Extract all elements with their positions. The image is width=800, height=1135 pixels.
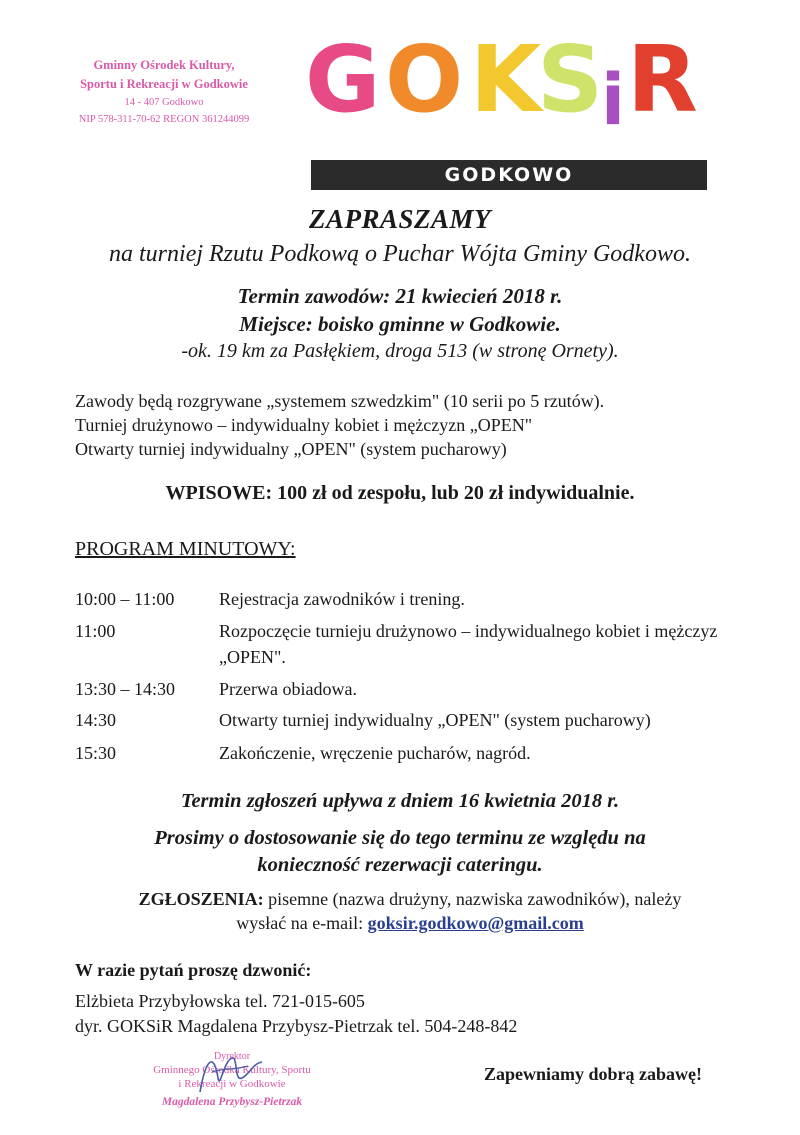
schedule-text: Przerwa obiadowa.	[219, 679, 357, 699]
stamp-address: 14 - 407 Godkowo	[124, 97, 204, 108]
application-deadline: Termin zgłoszeń upływa z dniem 16 kwietnia 2018 r.	[180, 790, 620, 812]
schedule-time: 13:30 – 14:30	[75, 679, 176, 699]
logo-bar	[311, 160, 707, 190]
contact-person: dyr. GOKSiR Magdalena Przybysz-Pietrzak tel. 504-248-842	[75, 1016, 518, 1036]
logo-letter-g: G	[305, 26, 381, 133]
schedule-time: 14:30	[75, 710, 117, 730]
page-title: ZAPRASZAMY	[308, 204, 492, 234]
request-line-2: konieczność rezerwacji cateringu.	[257, 854, 543, 876]
schedule-time: 10:00 – 11:00	[75, 589, 175, 609]
applications-info	[90, 887, 730, 935]
applications-label: ZGŁOSZENIA:	[138, 889, 264, 909]
rule-2: Turniej drużynowo – indywidualny kobiet i mężczyzn „OPEN"	[75, 415, 533, 435]
event-place: Miejsce: boisko gminne w Godkowie.	[239, 312, 561, 336]
director-stamp	[132, 1050, 332, 1113]
logo-letter-k: K	[470, 26, 542, 133]
handwritten-signature	[192, 1048, 272, 1098]
closing-note: Zapewniamy dobrą zabawę!	[484, 1064, 703, 1084]
stamp-line-1: Gminny Ośrodek Kultury,	[93, 58, 235, 72]
email-link[interactable]: goksir.godkowo@gmail.com	[367, 913, 584, 933]
program-heading: PROGRAM MINUTOWY:	[75, 538, 296, 560]
applications-text: pisemne (nazwa drużyny, nazwiska zawodników), należy	[263, 889, 682, 909]
logo-letter-i: i	[601, 59, 625, 141]
schedule-text: Otwarty turniej indywidualny „OPEN" (system pucharowy)	[219, 710, 651, 730]
schedule-text: Zakończenie, wręczenie pucharów, nagród.	[219, 743, 531, 763]
goksir-logo	[305, 26, 705, 186]
contact-heading: W razie pytań proszę dzwonić:	[75, 960, 312, 980]
schedule-text: Rozpoczęcie turnieju drużynowo – indywidualnego kobiet i mężczyz „OPEN".	[219, 621, 718, 667]
stamp-title: Dyrektor	[213, 1051, 251, 1062]
request-line-1: Prosimy o dostosowanie się do tego terminu ze względu na	[154, 827, 646, 849]
stamp-line-2: Sportu i Rekreacji w Godkowie	[80, 77, 248, 91]
stamp-institution: Gminnego Ośrodka Kultury, Sportu	[153, 1064, 311, 1076]
schedule-time: 15:30	[75, 743, 117, 763]
logo-letter-s: S	[537, 26, 604, 133]
stamp-institution-2: i Rekreacji w Godkowie	[178, 1078, 286, 1090]
logo-letter-o: O	[385, 26, 464, 133]
applications-text-2: wysłać na e-mail:	[236, 913, 368, 933]
rule-3: Otwarty turniej indywidualny „OPEN" (system pucharowy)	[75, 439, 507, 459]
logo-letters	[305, 26, 705, 141]
catering-request	[0, 825, 800, 879]
entry-fee: WPISOWE: 100 zł od zespołu, lub 20 zł indywidualnie.	[165, 482, 635, 504]
contact-person: Elżbieta Przybyłowska tel. 721-015-605	[75, 991, 365, 1011]
logo-subtitle: GODKOWO	[444, 164, 574, 186]
stamp-tax-ids: NIP 578-311-70-62 REGON 361244099	[78, 114, 250, 125]
logo-letter-r: R	[627, 26, 698, 133]
event-directions: -ok. 19 km za Pasłękiem, droga 513 (w stronę Ornety).	[181, 340, 619, 362]
event-date: Termin zawodów: 21 kwiecień 2018 r.	[237, 284, 563, 308]
institution-stamp	[44, 56, 284, 128]
schedule-text: Rejestracja zawodników i trening.	[219, 589, 465, 609]
schedule-time: 11:00	[75, 621, 116, 641]
rule-1: Zawody będą rozgrywane „systemem szwedzkim" (10 serii po 5 rzutów).	[75, 391, 605, 411]
stamp-name: Magdalena Przybysz-Pietrzak	[161, 1096, 303, 1108]
invitation-subtitle: na turniej Rzutu Podkową o Puchar Wójta Gminy Godkowo.	[109, 241, 691, 267]
